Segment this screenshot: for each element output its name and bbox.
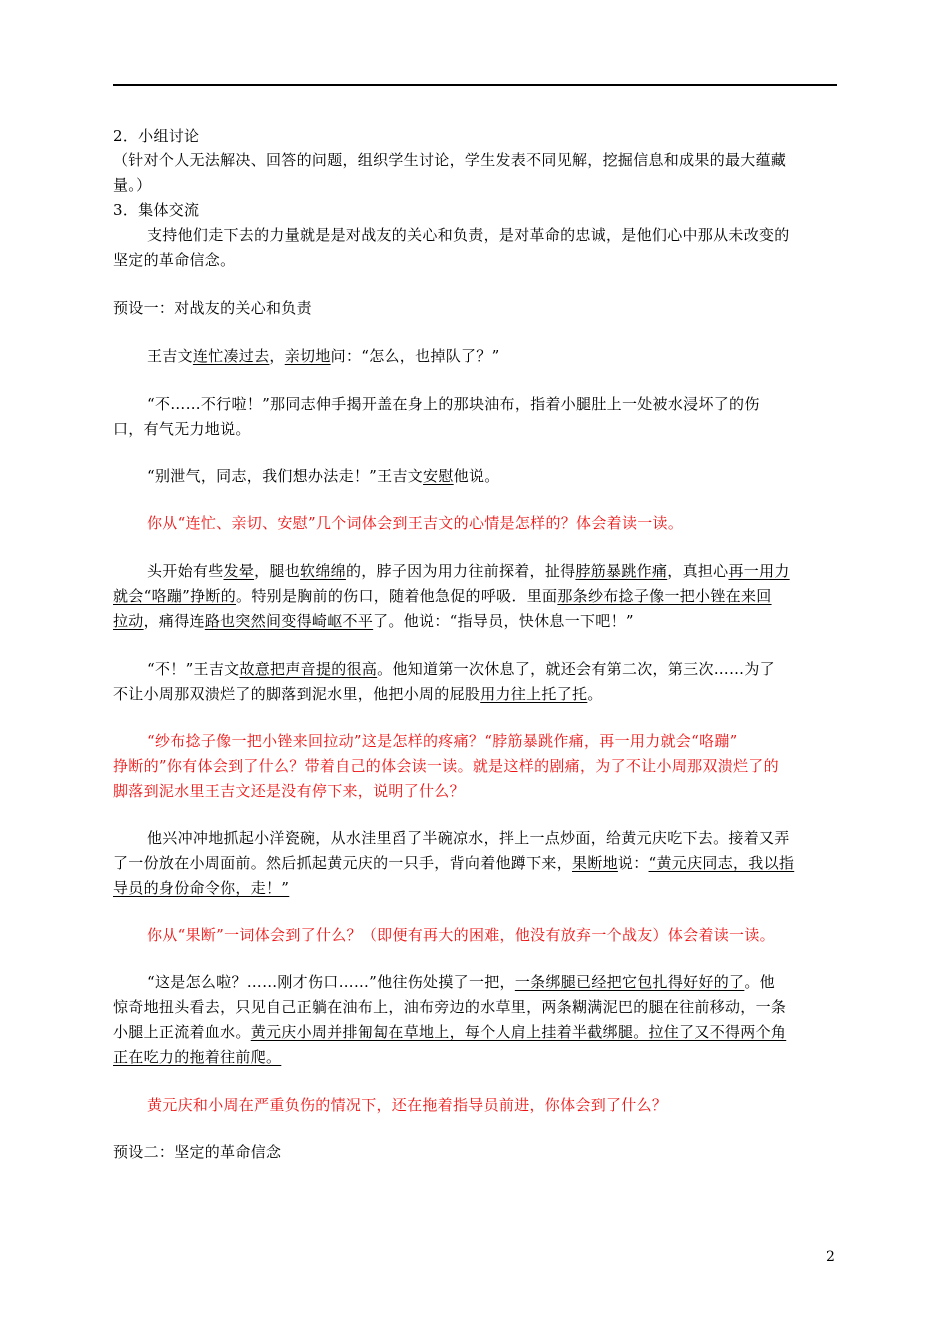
passage-line: “不……不行啦！”那同志伸手揭开盖在身上的那块油布，指着小腿肚上一处被水浸坏了的伤 [147, 395, 760, 413]
section-note-line: （针对个人无法解决、回答的问题，组织学生讨论，学生发表不同见解，挖掘信息和成果的最大蕴藏 [113, 151, 787, 169]
passage-line: 不让小周那双溃烂了的脚落到泥水里，他把小周的屁股用力往上托了托。 [113, 685, 603, 703]
passage-line: 小腿上正流着血水。黄元庆小周并排匍匐在草地上，每个人肩上挂着半截绑腿。拉住了又不得两个角 [113, 1023, 787, 1041]
header-rule [113, 84, 837, 86]
underlined-phrase: 用力往上托了托 [480, 685, 588, 703]
teacher-question: 黄元庆和小周在严重负伤的情况下，还在拖着指导员前进，你体会到了什么？ [147, 1096, 668, 1114]
underlined-phrase: 黄元庆小周并排匍匐在草地上，每个人肩上挂着半截绑腿。拉住了又不得两个角 [250, 1023, 787, 1041]
summary-line: 支持他们走下去的力量就是是对战友的关心和负责，是对革命的忠诚，是他们心中那从未改变的 [147, 226, 790, 244]
underlined-phrase: 拉动 [113, 612, 144, 630]
passage-line [113, 877, 837, 899]
passage-line: 了一份放在小周面前。然后抓起黄元庆的一只手，背向着他蹲下来，果断地说：“黄元庆同志，我以指 [113, 854, 795, 872]
underlined-phrase: 一条绑腿已经把它包扎得好好的了 [514, 973, 745, 991]
page-number: 2 [826, 1249, 835, 1265]
passage-line: 拉动，痛得连路也突然间变得崎岖不平了。他说：“指导员，快休息一下吧！” [113, 612, 634, 630]
underlined-phrase: 发晕 [223, 562, 255, 580]
summary-line: 坚定的革命信念。 [113, 251, 236, 269]
underlined-phrase: 导员的身份命令你，走！” [113, 879, 290, 897]
underlined-phrase: 那条纱布捻子像一把小锉在来回 [557, 587, 772, 605]
passage-line: “不！”王吉文故意把声音提的很高。他知道第一次休息了，就还会有第二次，第三次……为了 [147, 660, 775, 678]
section-heading-group-discussion: 2．小组讨论 [113, 127, 200, 145]
passage-line: 王吉文连忙凑过去，亲切地问：“怎么，也掉队了？” [147, 347, 500, 365]
passage-line: 惊奇地扭头看去，只见自己正躺在油布上，油布旁边的水草里，两条糊满泥巴的腿在往前移动，一条 [113, 998, 787, 1016]
teacher-question: 你从“连忙、亲切、安慰”几个词体会到王吉文的心情是怎样的？体会着读一读。 [147, 514, 684, 532]
underlined-phrase: 路也突然间变得崎岖不平 [204, 612, 374, 630]
underlined-phrase: 软绵绵 [300, 562, 346, 580]
passage-line: “别泄气，同志，我们想办法走！”王吉文安慰他说。 [147, 467, 500, 485]
passage-line: 就会“咯蹦”挣断的。特别是胸前的伤口，随着他急促的呼吸．里面那条纱布捻子像一把小锉在来回 [113, 587, 772, 605]
teacher-question: 挣断的”你有体会到了什么？带着自己的体会读一读。就是这样的剧痛，为了不让小周那双溃烂了的 [113, 757, 779, 775]
underlined-phrase: 正在吃力的拖着往前爬。 [113, 1048, 282, 1066]
underlined-phrase: 故意把声音提的很高 [239, 660, 378, 678]
teacher-question: “纱布捻子像一把小锉来回拉动”这是怎样的疼痛？“脖筋暴跳作痛，再一用力就会“咯蹦” [147, 732, 738, 750]
underlined-phrase: 就会“咯蹦”挣断的 [113, 587, 237, 605]
underlined-phrase: 果断地 [572, 854, 618, 872]
preset-one-title: 预设一：对战友的关心和负责 [113, 299, 312, 317]
underlined-phrase: 脖筋暴跳作痛 [575, 562, 668, 580]
teacher-question: 你从“果断”一词体会到了什么？（即便有再大的困难，他没有放弃一个战友）体会着读一读。 [147, 926, 775, 944]
underlined-phrase: 再一用力 [728, 562, 790, 580]
passage-line: 他兴冲冲地抓起小洋瓷碗，从水洼里舀了半碗凉水，拌上一点炒面，给黄元庆吃下去。接着又弄 [147, 829, 790, 847]
underlined-phrase: 安慰 [423, 467, 454, 485]
section-heading-collective-exchange: 3．集体交流 [113, 201, 200, 219]
underlined-phrase: 连忙凑过去 [192, 347, 270, 365]
passage-line: “这是怎么啦？……刚才伤口……”他往伤处摸了一把，一条绑腿已经把它包扎得好好的了。他 [147, 973, 775, 991]
passage-line [113, 1046, 837, 1068]
preset-two-title: 预设二：坚定的革命信念 [113, 1143, 282, 1161]
section-note-line: 量。） [113, 176, 152, 194]
underlined-phrase: 亲切地 [284, 347, 331, 365]
passage-line: 头开始有些发晕，腿也软绵绵的，脖子因为用力往前探着，扯得脖筋暴跳作痛，真担心再一用力 [147, 562, 790, 580]
passage-line: 口，有气无力地说。 [113, 420, 251, 438]
teacher-question: 脚落到泥水里王吉文还是没有停下来，说明了什么？ [113, 782, 465, 800]
underlined-phrase: “黄元庆同志，我以指 [648, 854, 795, 872]
